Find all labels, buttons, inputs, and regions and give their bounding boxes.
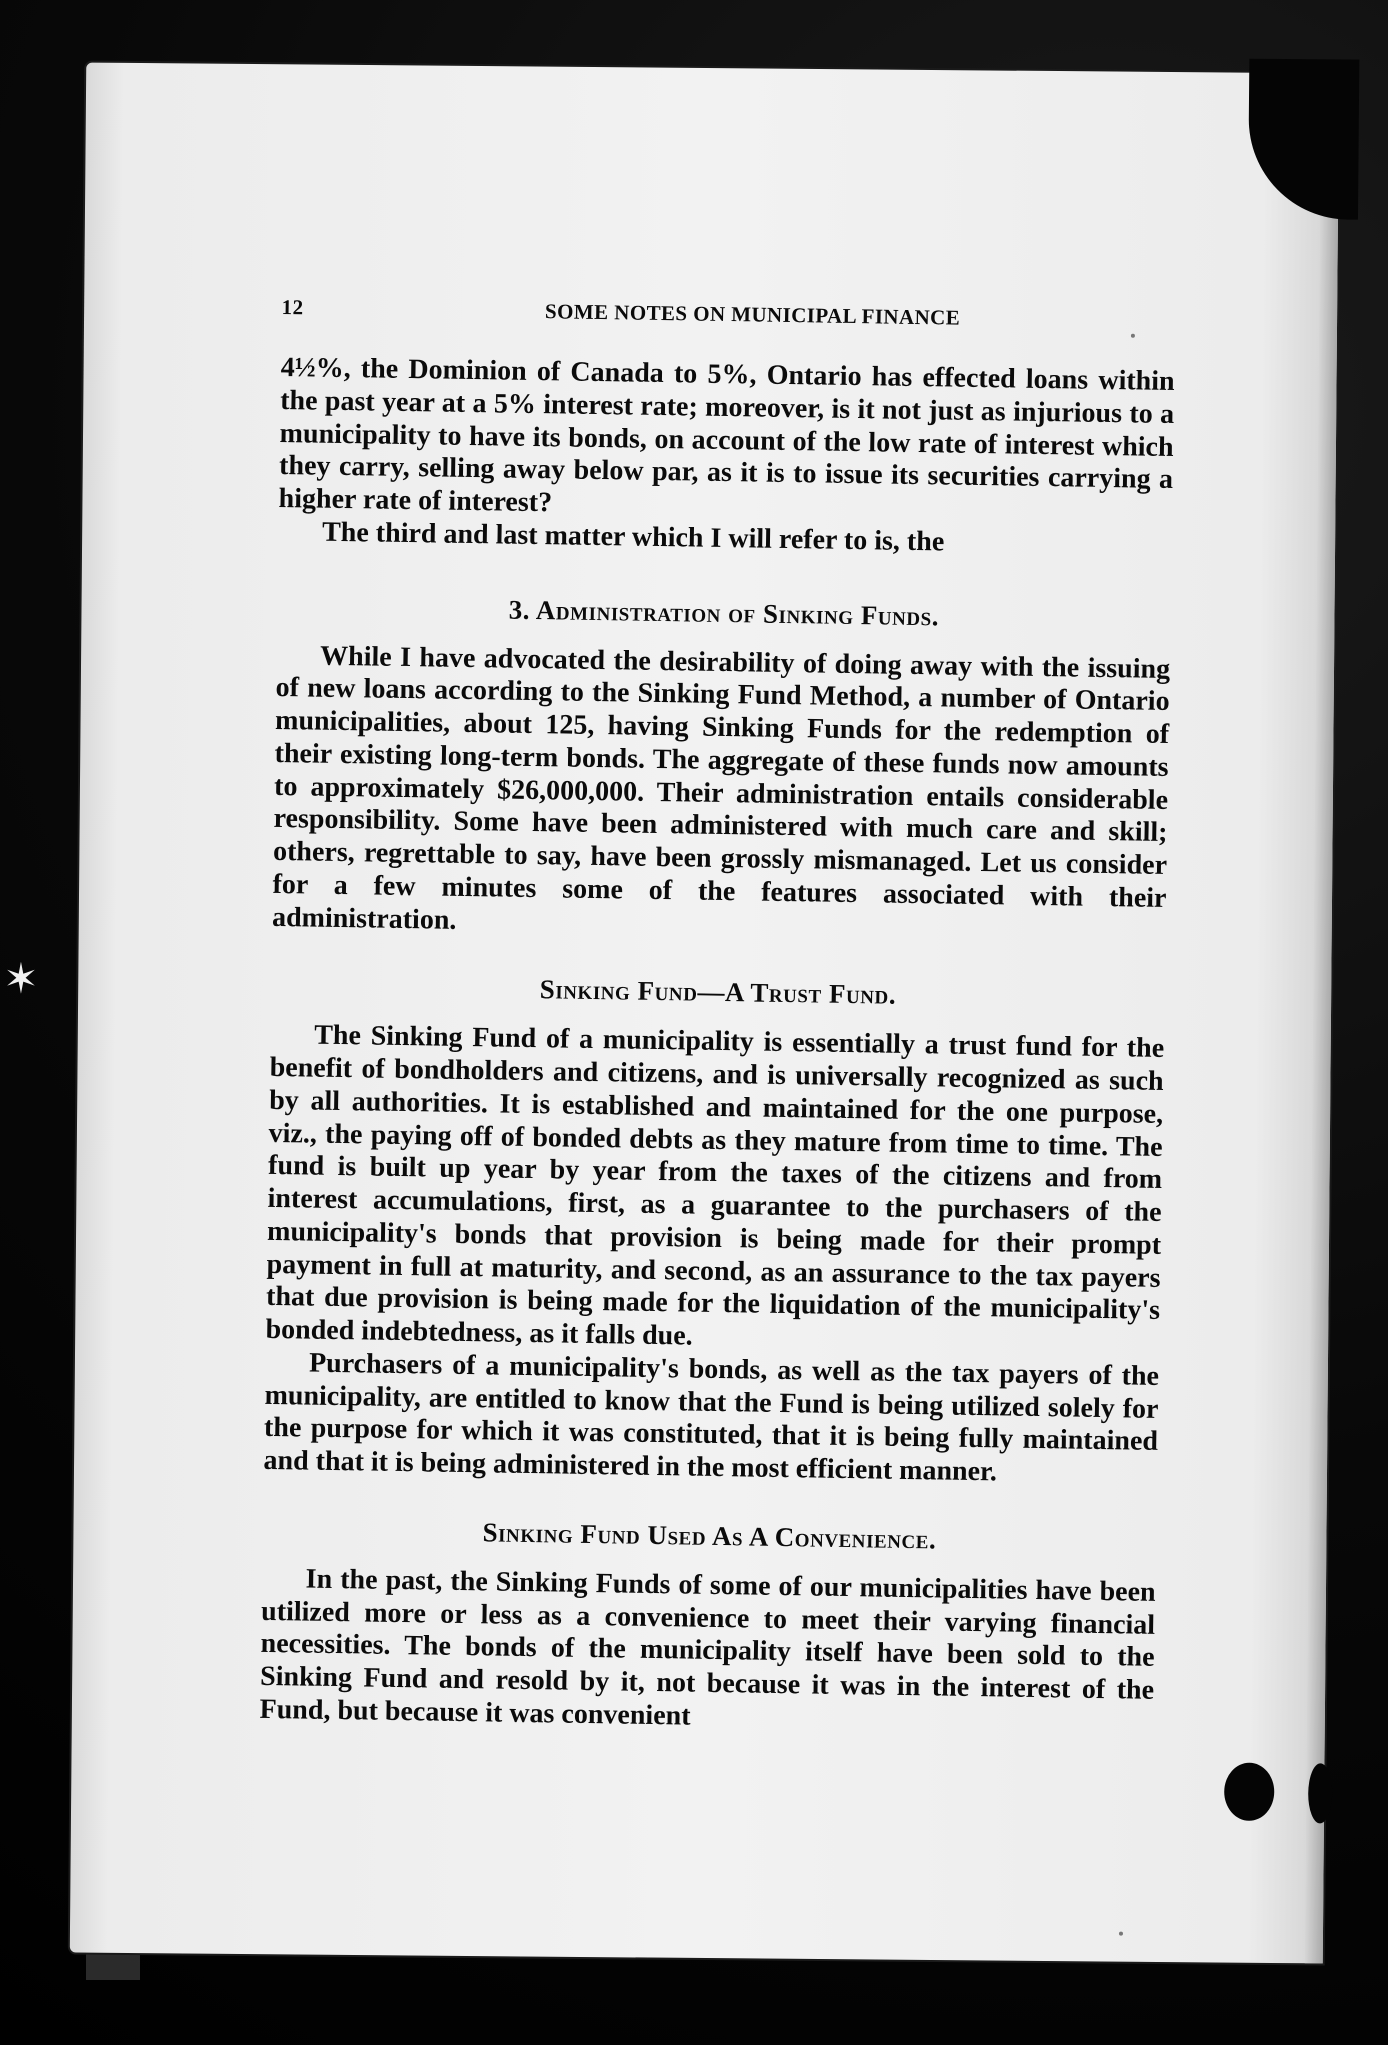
paragraph-administration: While I have advocated the desirability of doing away with the issuing of new loans according to the Sinking Fund Method, a number of Ontario municipalities, about 125, having Sinking Funds for the redemption of their existing long-term bonds. The aggregate of these funds now amounts to approximately $26,000,000. Their administration entails considerable responsibility. Some have been administered with much care and skill; others, regrettable to say, have been grossly mismanaged. Let us consider for a few minutes some of the features associated with their administration.	[271, 640, 1171, 936]
page-speck	[1119, 1932, 1123, 1936]
torn-corner	[1248, 59, 1359, 220]
paragraph-continuation: 4½%, the Dominion of Canada to 5%, Ontario has effected loans within the past year at a 5% interest rate; moreover, is it not just as injurious to a municipality to have its bonds, on account of the low rate of interest which they carry, selling away below par, as it is to issue its securities carrying a higher rate of interest?	[278, 351, 1175, 519]
section-heading-administration: 3. Administration of Sinking Funds.	[508, 594, 940, 631]
paragraph-trust-fund-1: The Sinking Fund of a municipality is essentially a trust fund for the benefit of bondholders and citizens, and is universally recognized as such by all authorities. It is established and maintained for the one purpose, viz., the paying off of bonded debts as they mature from time to time. The fund is built up year by year from the taxes of the citizens and from interest accumulations, first, as a guarantee to the purchasers of the municipality's bonds that provision is being made for their prompt payment in full at maturity, and second, as an assurance to the tax payers that due provision is being made for the liquidation of the municipality's bonded indebtedness, as it falls due.	[265, 1019, 1165, 1352]
section-heading-trust-fund: Sinking Fund—A Trust Fund.	[539, 974, 897, 1010]
paragraph-convenience: In the past, the Sinking Funds of some of our municipalities have been utilized more or less as a convenience to meet their varying financial necessities. The bonds of the municipality itself have been sold to the Sinking Fund and resold by it, not because it was in the interest of the Fund, but because it was convenient	[259, 1563, 1156, 1732]
paragraph-trust-fund-2: Purchasers of a municipality's bonds, as well as the tax payers of the municipality, are entitled to know that the Fund is being utilized solely for the purpose for which it was constituted, that it is being fully maintained and that it is being administered in the most efficient manner.	[263, 1347, 1160, 1488]
page-number: 12	[281, 294, 304, 319]
left-margin-mark: ✶	[3, 957, 39, 1003]
section-heading-convenience: Sinking Fund Used As A Convenience.	[482, 1517, 937, 1555]
running-title: SOME NOTES ON MUNICIPAL FINANCE	[544, 298, 961, 330]
ink-blot	[1224, 1763, 1275, 1821]
paragraph-lead-in: The third and last matter which I will refer to is, the	[321, 516, 945, 558]
page-content	[259, 286, 1176, 1740]
